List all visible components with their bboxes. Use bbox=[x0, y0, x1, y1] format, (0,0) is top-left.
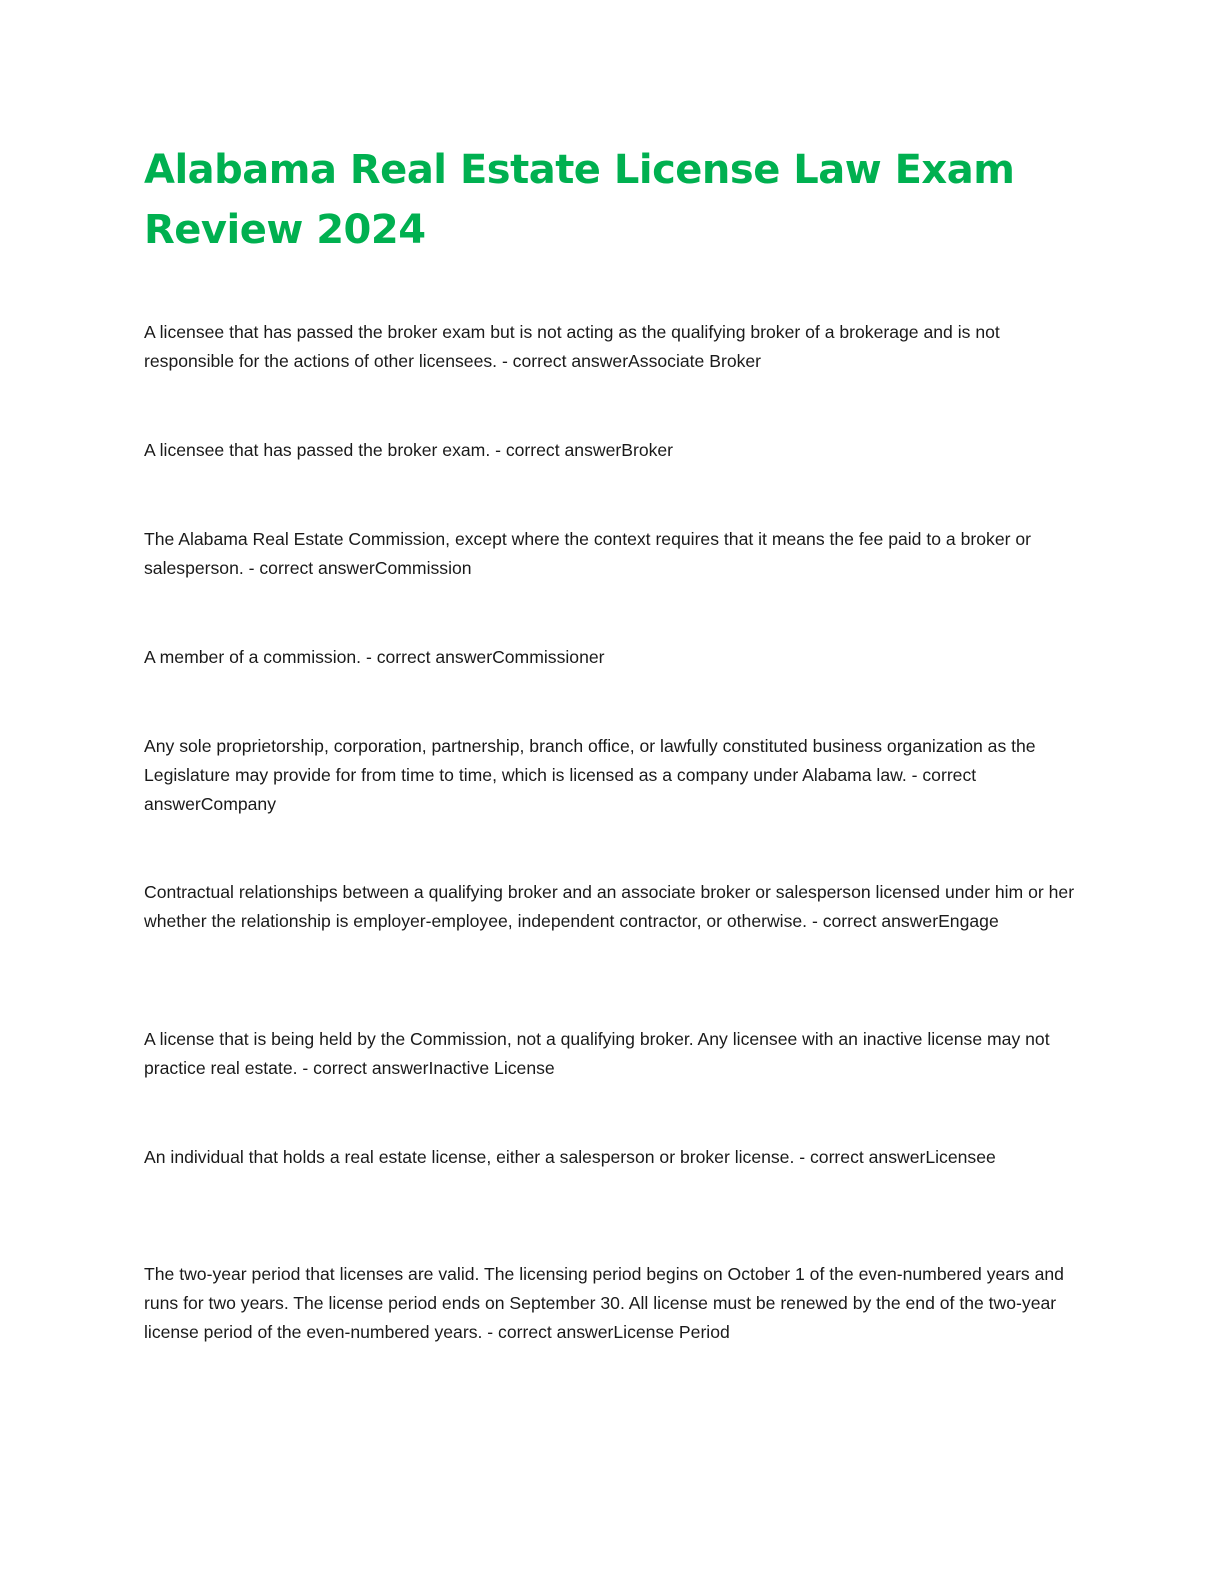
qa-item-inactive-license: A license that is being held by the Commission, not a qualifying broker. Any licensee with an inactive license may not practice real estate. - correct answerInactive License bbox=[144, 1029, 1050, 1078]
document-title: Alabama Real Estate License Law Exam Review 2024 bbox=[144, 147, 1015, 253]
qa-item-associate-broker: A licensee that has passed the broker exam but is not acting as the qualifying broker of a brokerage and is not responsible for the actions of other licensees. - correct answerAssociate Broker bbox=[144, 322, 1000, 371]
qa-item-commissioner: A member of a commission. - correct answerCommissioner bbox=[144, 647, 605, 667]
qa-item-broker: A licensee that has passed the broker exam. - correct answerBroker bbox=[144, 440, 674, 460]
qa-item-engage: Contractual relationships between a qualifying broker and an associate broker or salesperson licensed under him or her whether the relationship is employer-employee, independent contractor, or otherwise. - correct answerEngage bbox=[144, 882, 1075, 931]
qa-item-company: Any sole proprietorship, corporation, partnership, branch office, or lawfully constituted business organization as the Legislature may provide for from time to time, which is licensed as a company under Alabama law. - correct answerCompany bbox=[144, 736, 1036, 814]
qa-item-commission: The Alabama Real Estate Commission, except where the context requires that it means the fee paid to a broker or salesperson. - correct answerCommission bbox=[144, 529, 1031, 578]
qa-item-licensee: An individual that holds a real estate license, either a salesperson or broker license. - correct answerLicensee bbox=[144, 1147, 996, 1167]
qa-item-license-period: The two-year period that licenses are valid. The licensing period begins on October 1 of the even-numbered years and runs for two years. The license period ends on September 30. All license must be renewed by the end of the two-year license period of the even-numbered years. - correct answerLicense Period bbox=[144, 1264, 1064, 1342]
